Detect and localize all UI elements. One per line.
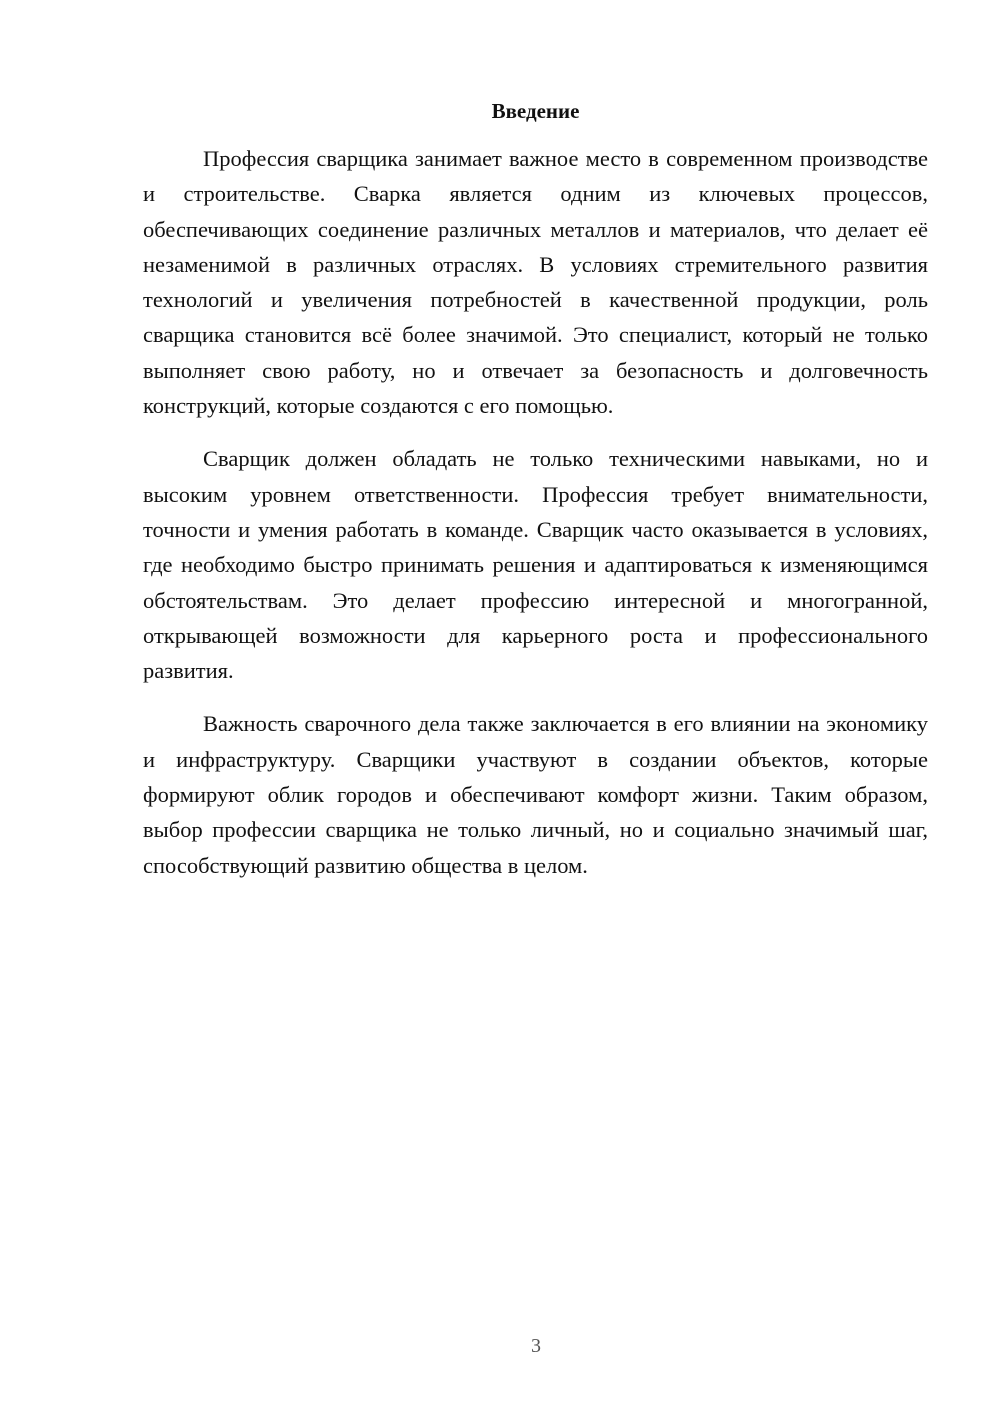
paragraph-1: Профессия сварщика занимает важное место в современном производстве и строительстве. Сварка является одним из ключевых процессов, обеспечивающих соединение различных металлов и материалов, что делает её незаменимой в различных отраслях. В условиях стремительного развития технологий и увеличения потребностей в качественной продукции, роль сварщика становится всё более значимой. Это специалист, который не только выполняет свою работу, но и отвечает за безопасность и долговечность конструкций, которые создаются с его помощью. [143, 146, 928, 419]
paragraph-3: Важность сварочного дела также заключается в его влиянии на экономику и инфраструктуру. Сварщики участвуют в создании объектов, которые формируют облик городов и обеспечивают комфорт жизни. Таким образом, выбор профессии сварщика не только личный, но и социально значимый шаг, способствующий развитию общества в целом. [143, 711, 928, 878]
section-heading: Введение [491, 99, 580, 123]
page-content [143, 92, 928, 901]
page-number: 3 [531, 1335, 541, 1357]
paragraph-2: Сварщик должен обладать не только техническими навыками, но и высоким уровнем ответственности. Профессия требует внимательности, точности и умения работать в команде. Сварщик часто оказывается в условиях, где необходимо быстро принимать решения и адаптироваться к изменяющимся обстоятельствам. Это делает профессию интересной и многогранной, открывающей возможности для карьерного роста и профессионального развития. [143, 446, 928, 684]
